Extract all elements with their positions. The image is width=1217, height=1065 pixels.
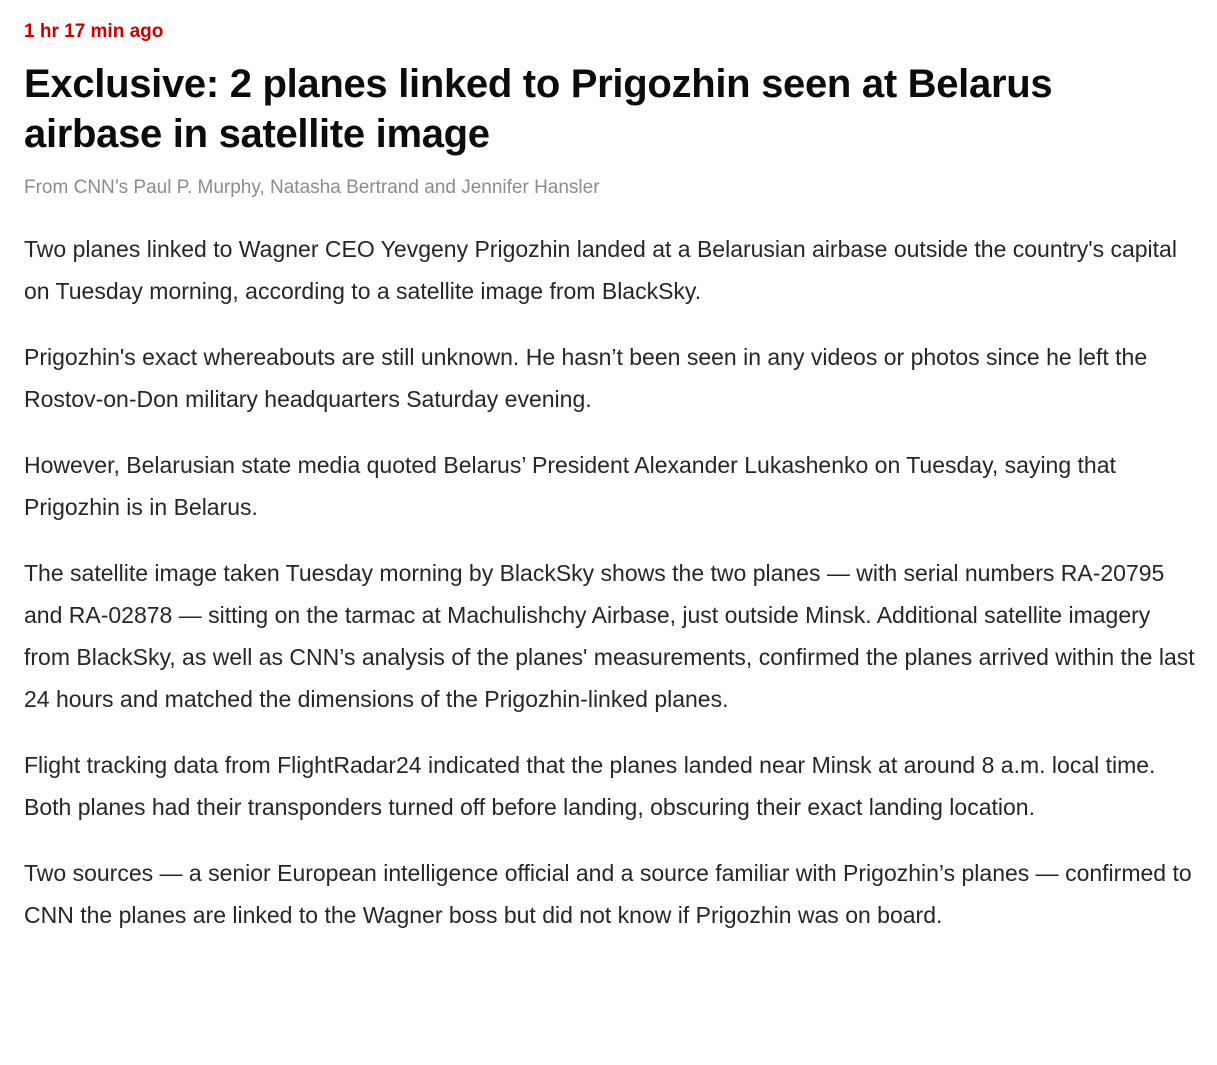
article-body — [24, 228, 1200, 936]
article-paragraph: Prigozhin's exact whereabouts are still unknown. He hasn’t been seen in any videos or photos since he left the Rostov-on-Don military headquarters Saturday evening. — [24, 344, 1148, 412]
post-timestamp: 1 hr 17 min ago — [24, 21, 164, 42]
article-paragraph: The satellite image taken Tuesday morning by BlackSky shows the two planes — with serial numbers RA-20795 and RA-02878 — sitting on the tarmac at Machulishchy Airbase, just outside Minsk. Additional satellite imagery from BlackSky, as well as CNN’s analysis of the planes' measurements, confirmed the planes arrived within the last 24 hours and matched the dimensions of the Prigozhin-linked planes. — [24, 560, 1195, 712]
article-paragraph: Flight tracking data from FlightRadar24 indicated that the planes landed near Minsk at around 8 a.m. local time. Both planes had their transponders turned off before landing, obscuring their exact landing location. — [24, 752, 1156, 820]
post-headline: Exclusive: 2 planes linked to Prigozhin seen at Belarus airbase in satellite image — [24, 62, 1053, 156]
article-paragraph: Two sources — a senior European intelligence official and a source familiar with Prigozhin’s planes — confirmed to CNN the planes are linked to the Wagner boss but did not know if Prigozhin was on board. — [24, 860, 1192, 928]
article-paragraph: Two planes linked to Wagner CEO Yevgeny Prigozhin landed at a Belarusian airbase outside the country's capital on Tuesday morning, according to a satellite image from BlackSky. — [24, 236, 1177, 304]
post-byline: From CNN’s Paul P. Murphy, Natasha Bertrand and Jennifer Hansler — [24, 177, 600, 198]
article-paragraph: However, Belarusian state media quoted Belarus’ President Alexander Lukashenko on Tuesday, saying that Prigozhin is in Belarus. — [24, 452, 1116, 520]
